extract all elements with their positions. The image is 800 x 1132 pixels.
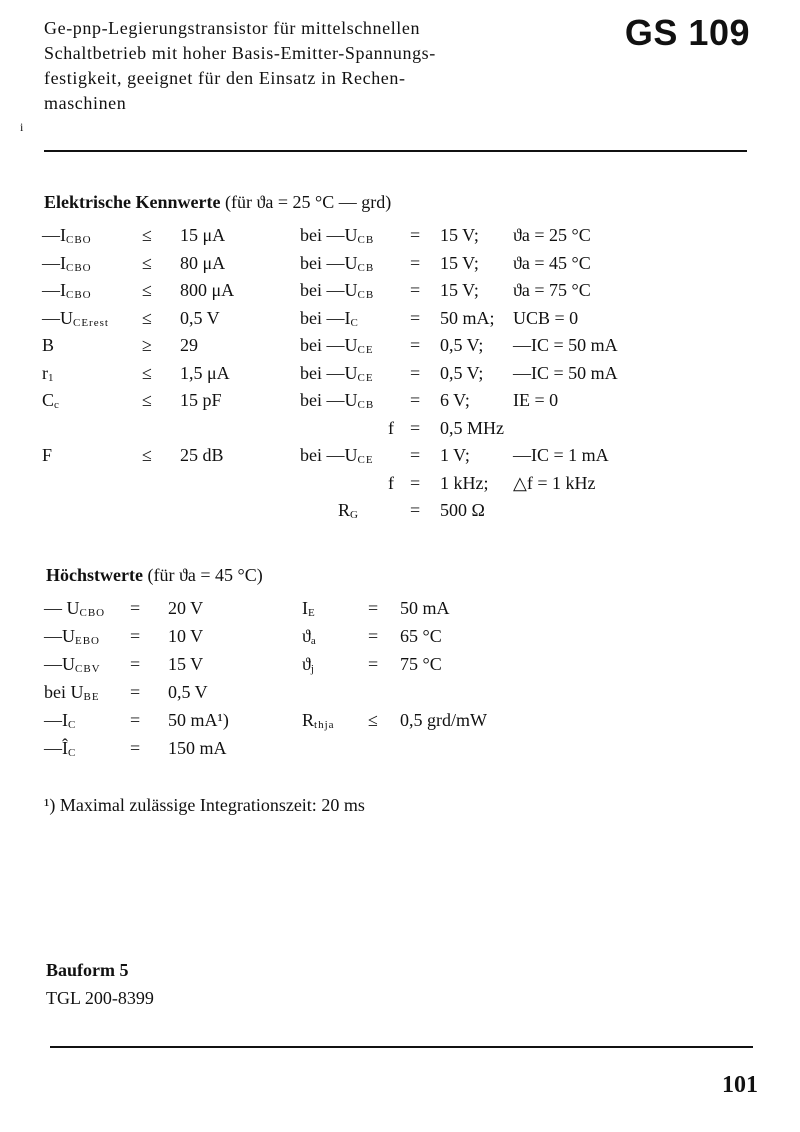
condition-subscript: CE xyxy=(357,454,374,466)
max-right-relation: = xyxy=(368,598,379,618)
symbol-subscript: CBO xyxy=(66,289,92,301)
device-description xyxy=(44,16,604,116)
condition-text: bei —U xyxy=(300,390,358,410)
symbol-text: F xyxy=(42,445,53,465)
symbol-text: —I xyxy=(44,710,68,730)
max-left-relation: = xyxy=(130,598,141,618)
symbol-subscript: CErest xyxy=(73,316,109,329)
model-title: GS 109 xyxy=(624,12,750,53)
param-value: 29 xyxy=(180,335,198,355)
param-value: 800 μA xyxy=(180,280,235,300)
condition-subscript: CB xyxy=(357,261,375,274)
symbol-text: r xyxy=(42,362,48,383)
condition-text: bei —U xyxy=(300,335,358,355)
condition-equals: = xyxy=(410,417,421,438)
description-line: Ge-pnp-Legierungstransistor für mittelschnellen xyxy=(44,18,421,38)
maximum-heading xyxy=(46,565,263,586)
param-symbol xyxy=(42,445,52,466)
condition-value: 1 kHz; xyxy=(440,472,489,493)
symbol-text: — U xyxy=(44,598,80,618)
max-left-symbol xyxy=(44,598,105,619)
condition-text: R xyxy=(338,500,351,520)
max-left-value: 20 V xyxy=(168,598,204,618)
max-right-relation: ≤ xyxy=(368,710,378,730)
symbol-text: —I xyxy=(42,225,66,245)
bottom-divider xyxy=(50,1046,753,1048)
symbol-subscript: EBO xyxy=(75,635,100,647)
condition-subscript: CE xyxy=(357,371,374,384)
param-symbol xyxy=(42,390,60,411)
condition-equals: = xyxy=(410,225,421,245)
symbol-text: R xyxy=(302,710,315,730)
tgl-standard: TGL 200-8399 xyxy=(46,988,154,1008)
condition-value: 15 V; xyxy=(440,280,479,300)
symbol-subscript: j xyxy=(310,663,315,675)
condition-symbol xyxy=(300,225,374,246)
condition-value: 15 V; xyxy=(440,252,479,273)
condition-value: 0,5 V; xyxy=(440,362,484,383)
param-value: 0,5 V xyxy=(180,307,220,328)
condition-text: bei —I xyxy=(300,307,351,328)
condition-extra: —IC = 50 mA xyxy=(513,362,618,383)
condition-subscript: CB xyxy=(357,234,375,246)
condition-subscript: C xyxy=(350,316,359,329)
condition-equals: = xyxy=(410,472,421,493)
symbol-subscript: thja xyxy=(314,719,335,731)
max-left-relation: = xyxy=(130,738,141,758)
condition-symbol xyxy=(388,473,394,494)
symbol-subscript: CBO xyxy=(79,607,106,619)
condition-equals: = xyxy=(410,390,421,410)
condition-text: bei —U xyxy=(300,225,358,245)
symbol-subscript: 1 xyxy=(48,371,55,384)
symbol-text: —U xyxy=(44,654,75,674)
condition-symbol xyxy=(300,390,374,411)
relation: ≤ xyxy=(142,362,152,383)
max-left-symbol xyxy=(44,626,100,647)
symbol-text: —U xyxy=(44,626,75,646)
symbol-subscript: E xyxy=(308,607,316,619)
symbol-text: ϑ xyxy=(302,626,311,646)
electrical-title: Elektrische Kennwerte xyxy=(44,192,221,212)
condition-extra: △f = 1 kHz xyxy=(513,472,596,493)
condition-symbol xyxy=(300,445,374,466)
condition-equals: = xyxy=(410,445,421,465)
condition-value: 0,5 V; xyxy=(440,335,484,355)
max-right-symbol xyxy=(302,598,316,619)
description-line: maschinen xyxy=(44,93,127,113)
max-right-relation: = xyxy=(368,626,379,646)
condition-text: bei —U xyxy=(300,280,358,300)
condition-text: f xyxy=(388,417,394,438)
description-line: festigkeit, geeignet für den Einsatz in Rechen- xyxy=(44,68,406,88)
page-number: 101 xyxy=(722,1072,758,1098)
condition-extra: ϑa = 25 °C xyxy=(513,225,591,245)
footnote-mark: ¹) xyxy=(44,795,56,815)
condition-equals: = xyxy=(410,335,421,355)
condition-extra: UCB = 0 xyxy=(513,307,579,328)
symbol-text: —U xyxy=(42,307,73,328)
footnote xyxy=(44,795,365,816)
electrical-heading xyxy=(44,192,391,213)
param-symbol xyxy=(42,335,54,356)
condition-extra: IE = 0 xyxy=(513,390,559,410)
relation: ≤ xyxy=(142,390,152,410)
param-value: 25 dB xyxy=(180,445,224,465)
max-right-symbol xyxy=(302,626,317,647)
symbol-text: —Î xyxy=(44,738,68,758)
max-left-relation: = xyxy=(130,626,141,646)
symbol-text: bei U xyxy=(44,682,84,702)
relation: ≤ xyxy=(142,280,152,300)
maximum-title: Höchstwerte xyxy=(46,565,143,585)
symbol-subscript: BE xyxy=(83,691,100,703)
symbol-text: —I xyxy=(42,252,66,273)
max-right-relation: = xyxy=(368,654,379,674)
footnote-text: Maximal zulässige Integrationszeit: 20 ms xyxy=(59,795,365,815)
param-symbol xyxy=(42,308,109,329)
symbol-subscript: C xyxy=(68,719,77,731)
max-left-relation: = xyxy=(130,682,141,702)
condition-subscript: CB xyxy=(357,289,375,301)
condition-equals: = xyxy=(410,280,421,300)
description-line: Schaltbetrieb mit hoher Basis-Emitter-Spannungs- xyxy=(44,43,436,63)
param-value: 15 pF xyxy=(180,390,222,410)
param-symbol xyxy=(42,253,92,274)
param-value: 15 μA xyxy=(180,225,226,245)
relation: ≤ xyxy=(142,445,152,465)
max-right-symbol xyxy=(302,654,315,675)
condition-extra: —IC = 50 mA xyxy=(513,335,618,355)
bauform-title: Bauform 5 xyxy=(46,960,129,980)
symbol-text: ϑ xyxy=(302,654,311,674)
max-left-symbol xyxy=(44,654,101,675)
max-right-value: 0,5 grd/mW xyxy=(400,710,487,730)
condition-subscript: CE xyxy=(357,344,374,356)
condition-symbol xyxy=(388,418,394,439)
condition-text: bei —U xyxy=(300,252,358,273)
max-left-value: 0,5 V xyxy=(168,682,208,702)
condition-subscript: G xyxy=(350,509,359,521)
max-left-value: 150 mA xyxy=(168,738,227,758)
max-right-value: 50 mA xyxy=(400,598,450,618)
max-left-symbol xyxy=(44,682,100,703)
symbol-subscript: a xyxy=(310,635,317,647)
max-left-value: 50 mA¹) xyxy=(168,710,229,730)
condition-symbol xyxy=(300,363,374,384)
param-value: 1,5 μA xyxy=(180,362,230,383)
relation: ≤ xyxy=(142,307,152,328)
symbol-subscript: CBO xyxy=(66,234,92,246)
condition-symbol xyxy=(300,308,359,329)
symbol-subscript: c xyxy=(54,399,60,411)
condition-value: 500 Ω xyxy=(440,500,485,520)
condition-value: 15 V; xyxy=(440,225,479,245)
max-right-value: 65 °C xyxy=(400,626,442,646)
max-right-symbol xyxy=(302,710,335,731)
symbol-subscript: CBO xyxy=(66,261,92,274)
relation: ≥ xyxy=(142,335,152,355)
param-symbol xyxy=(42,280,92,301)
condition-extra: ϑa = 75 °C xyxy=(513,280,591,300)
condition-value: 1 V; xyxy=(440,445,470,465)
condition-equals: = xyxy=(410,500,421,520)
symbol-text: B xyxy=(42,335,55,355)
condition-subscript: CB xyxy=(357,399,375,411)
max-left-relation: = xyxy=(130,654,141,674)
condition-equals: = xyxy=(410,252,421,273)
condition-value: 50 mA; xyxy=(440,307,495,328)
top-divider xyxy=(44,150,747,152)
param-symbol xyxy=(42,363,55,384)
condition-symbol xyxy=(300,335,374,356)
max-right-value: 75 °C xyxy=(400,654,442,674)
symbol-text: —I xyxy=(42,280,66,300)
condition-text: bei —U xyxy=(300,445,358,465)
condition-text: bei —U xyxy=(300,362,358,383)
param-symbol xyxy=(42,225,92,246)
maximum-condition: (für ϑa = 45 °C) xyxy=(147,565,263,585)
relation: ≤ xyxy=(142,225,152,245)
condition-value: 6 V; xyxy=(440,390,470,410)
relation: ≤ xyxy=(142,252,152,273)
margin-mark: i xyxy=(20,120,24,134)
condition-extra: ϑa = 45 °C xyxy=(513,252,591,273)
electrical-condition: (für ϑa = 25 °C — grd) xyxy=(224,192,392,212)
condition-extra: —IC = 1 mA xyxy=(513,445,609,465)
param-value: 80 μA xyxy=(180,252,226,273)
max-left-symbol xyxy=(44,710,76,731)
max-left-relation: = xyxy=(130,710,141,730)
symbol-subscript: C xyxy=(68,747,77,759)
condition-equals: = xyxy=(410,307,421,328)
condition-symbol xyxy=(300,253,374,274)
symbol-subscript: CBV xyxy=(75,663,101,675)
max-left-value: 15 V xyxy=(168,654,204,674)
symbol-text: C xyxy=(42,390,55,410)
condition-equals: = xyxy=(410,362,421,383)
condition-value: 0,5 MHz xyxy=(440,417,504,438)
condition-text: f xyxy=(388,472,394,493)
max-left-value: 10 V xyxy=(168,626,204,646)
condition-symbol xyxy=(300,280,374,301)
condition-symbol xyxy=(338,500,359,521)
symbol-text: I xyxy=(302,598,308,618)
max-left-symbol xyxy=(44,738,76,759)
